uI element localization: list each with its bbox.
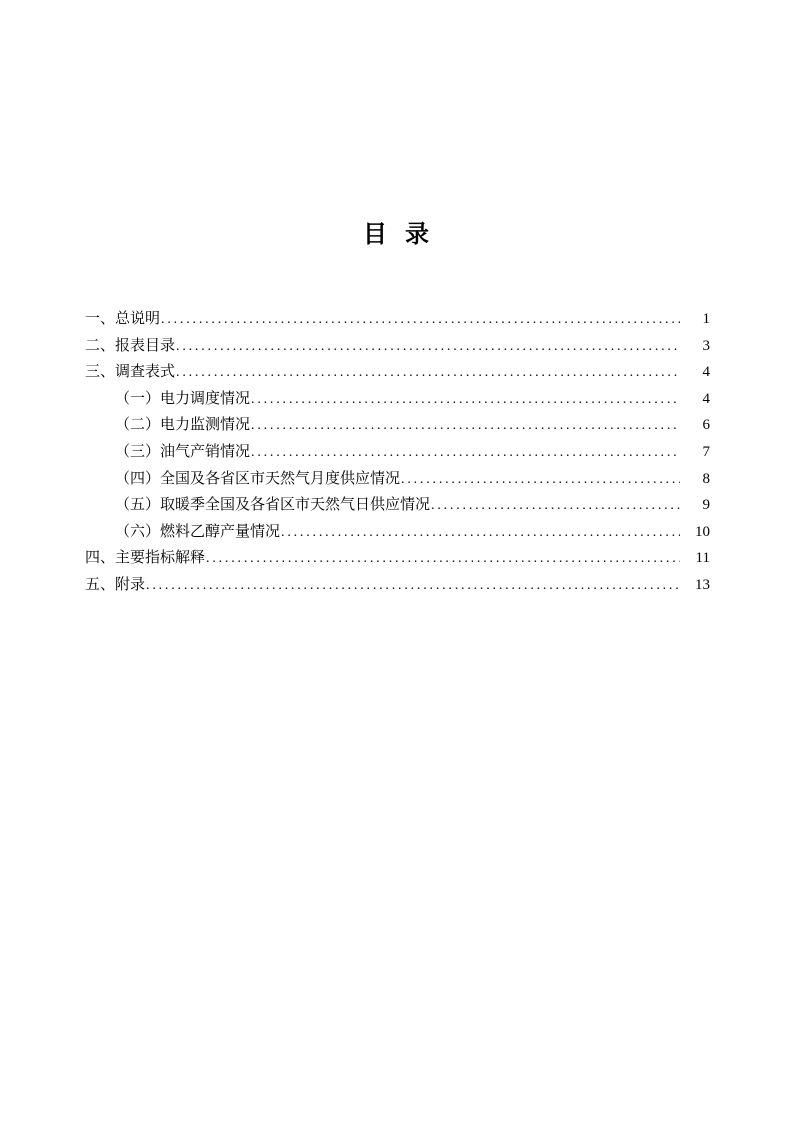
toc-entry-page: 13 — [695, 576, 710, 593]
toc-entry-label: （三）油气产销情况 — [115, 443, 251, 460]
toc-dot-leader — [146, 573, 680, 600]
toc-entry-label: （五）取暖季全国及各省区市天然气日供应情况 — [115, 497, 431, 514]
toc-dot-leader — [251, 387, 680, 414]
toc-dot-leader — [176, 360, 680, 387]
table-of-contents — [85, 306, 710, 599]
toc-entry-label: 五、附录 — [85, 576, 146, 593]
toc-entry-page: 3 — [702, 337, 710, 354]
toc-entry-label: 四、主要指标解释 — [85, 550, 206, 567]
toc-entry-page: 6 — [702, 417, 710, 434]
toc-entry[interactable] — [85, 306, 710, 333]
toc-dot-leader — [431, 493, 680, 520]
toc-dot-leader — [401, 467, 680, 494]
toc-entry-label: （二）电力监测情况 — [115, 417, 251, 434]
toc-entry[interactable] — [85, 466, 710, 493]
toc-entry[interactable] — [85, 386, 710, 413]
toc-dot-leader — [251, 440, 680, 467]
toc-entry-label: （六）燃料乙醇产量情况 — [115, 523, 281, 540]
toc-entry-page: 7 — [702, 443, 710, 460]
toc-entry-label: 一、总说明 — [85, 311, 161, 327]
toc-entry-page: 9 — [702, 497, 710, 514]
toc-entry-page: 1 — [702, 311, 710, 327]
toc-dot-leader — [161, 307, 680, 334]
toc-entry[interactable] — [85, 572, 710, 599]
toc-entry-page: 11 — [695, 550, 710, 567]
toc-entry[interactable] — [85, 359, 710, 386]
page-title: 目 录 — [363, 222, 430, 248]
toc-entry[interactable] — [85, 439, 710, 466]
toc-entry-label: （四）全国及各省区市天然气月度供应情况 — [115, 470, 401, 487]
toc-entry[interactable] — [85, 333, 710, 360]
toc-entry[interactable] — [85, 545, 710, 572]
toc-entry-page: 8 — [702, 470, 710, 487]
toc-entry-page: 4 — [702, 364, 710, 381]
toc-entry[interactable] — [85, 519, 710, 546]
toc-entry-page: 10 — [695, 523, 710, 540]
toc-entry-label: 二、报表目录 — [85, 337, 176, 354]
toc-entry-label: 三、调查表式 — [85, 364, 176, 381]
toc-entry-page: 4 — [702, 390, 710, 407]
toc-entry[interactable] — [85, 492, 710, 519]
toc-dot-leader — [206, 546, 680, 573]
toc-dot-leader — [251, 413, 680, 440]
toc-entry-label: （一）电力调度情况 — [115, 390, 251, 407]
toc-dot-leader — [281, 520, 680, 547]
toc-dot-leader — [176, 334, 680, 361]
toc-entry[interactable] — [85, 412, 710, 439]
